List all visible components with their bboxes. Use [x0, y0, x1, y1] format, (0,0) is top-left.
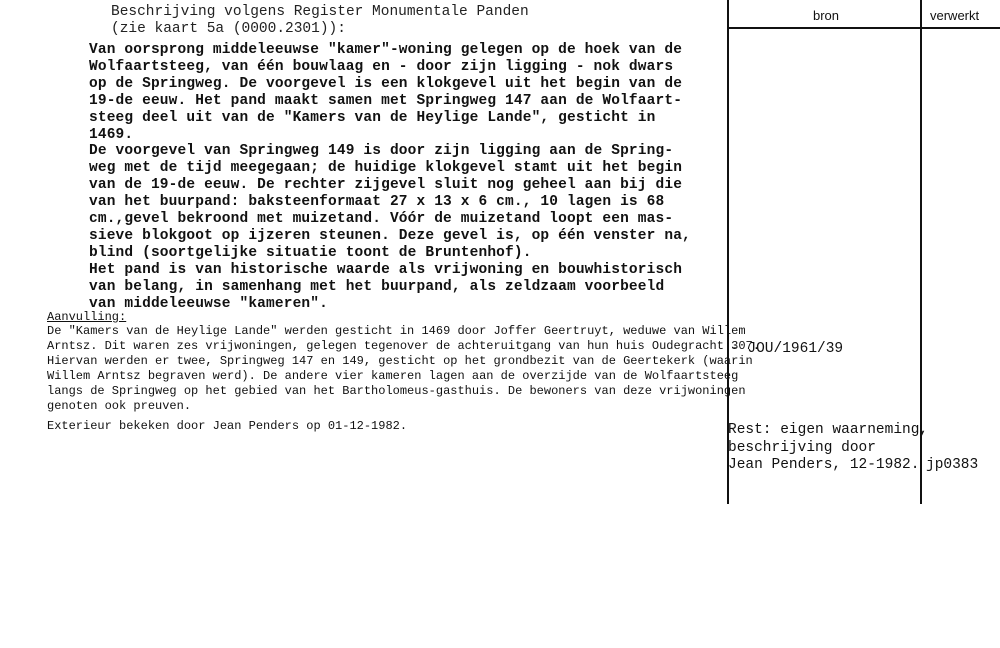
aanvulling-heading: Aanvulling: — [47, 310, 127, 324]
exterieur-note: Exterieur bekeken door Jean Penders op 01-12-1982. — [47, 419, 408, 433]
heading-line-1: Beschrijving volgens Register Monumentale Panden — [111, 4, 529, 20]
header-rule — [727, 27, 1000, 29]
header-verwerkt: verwerkt — [930, 8, 980, 23]
source-rest: Rest: eigen waarneming, beschrijving door Jean Penders, 12-1982. — [728, 422, 929, 473]
aanvulling-text: De "Kamers van de Heylige Lande" werden gesticht in 1469 door Joffer Geertruyt, weduwe van Willem Arntsz. Dit waren zes vrijwoningen, gelegen tegenover de achteruitgang van hun huis Oudegracht 307. Hiervan werden er twee, Springweg 147 en 149, gesticht op het grondbezit van de Geertekerk (waarin Willem Arntsz begraven werd). De andere vier kameren lagen aan de overzijde van de Wolfaartsteeg langs de Springweg op het gebied van het Bartholomeus-gasthuis. De bewoners van deze vrijwoningen genoten ook preuven. — [47, 324, 760, 414]
header-bron: bron — [813, 8, 840, 23]
verwerkt-code: jp0383 — [926, 457, 979, 473]
source-jou: - JOU/1961/39 — [730, 341, 844, 357]
description-text: Van oorsprong middeleeuwse "kamer"-woning gelegen op de hoek van de Wolfaartsteeg, van één bouwlaag en - door zijn ligging - nok dwars op de Springweg. De voorgevel is een klokgevel uit het begin van de 19-de eeuw. Het pand maakt samen met Springweg 147 aan de Wolfaart- steeg deel uit van de "Kamers van de Heylige Lande", gesticht in 1469. De voorgevel van Springweg 149 is door zijn ligging aan de Spring- weg met de tijd meegegaan; de huidige klokgevel stamt uit het begin van de 19-de eeuw. De rechter zijgevel sluit nog geheel aan bij die van het buurpand: baksteenformaat 27 x 13 x 6 cm., 10 lagen is 68 cm.,gevel bekroond met muizetand. Vóór de muizetand loopt een mas- sieve blokgoot op ijzeren steunen. Deze gevel is, op één venster na, blind (soortgelijke situatie toont de Bruntenhof). Het pand is van historische waarde als vrijwoning en bouwhistorisch van belang, in samenhang met het buurpand, als zeldzaam voorbeeld van middeleeuwse "kameren". — [89, 42, 691, 312]
heading-line-2: (zie kaart 5a (0000.2301)): — [111, 21, 346, 37]
